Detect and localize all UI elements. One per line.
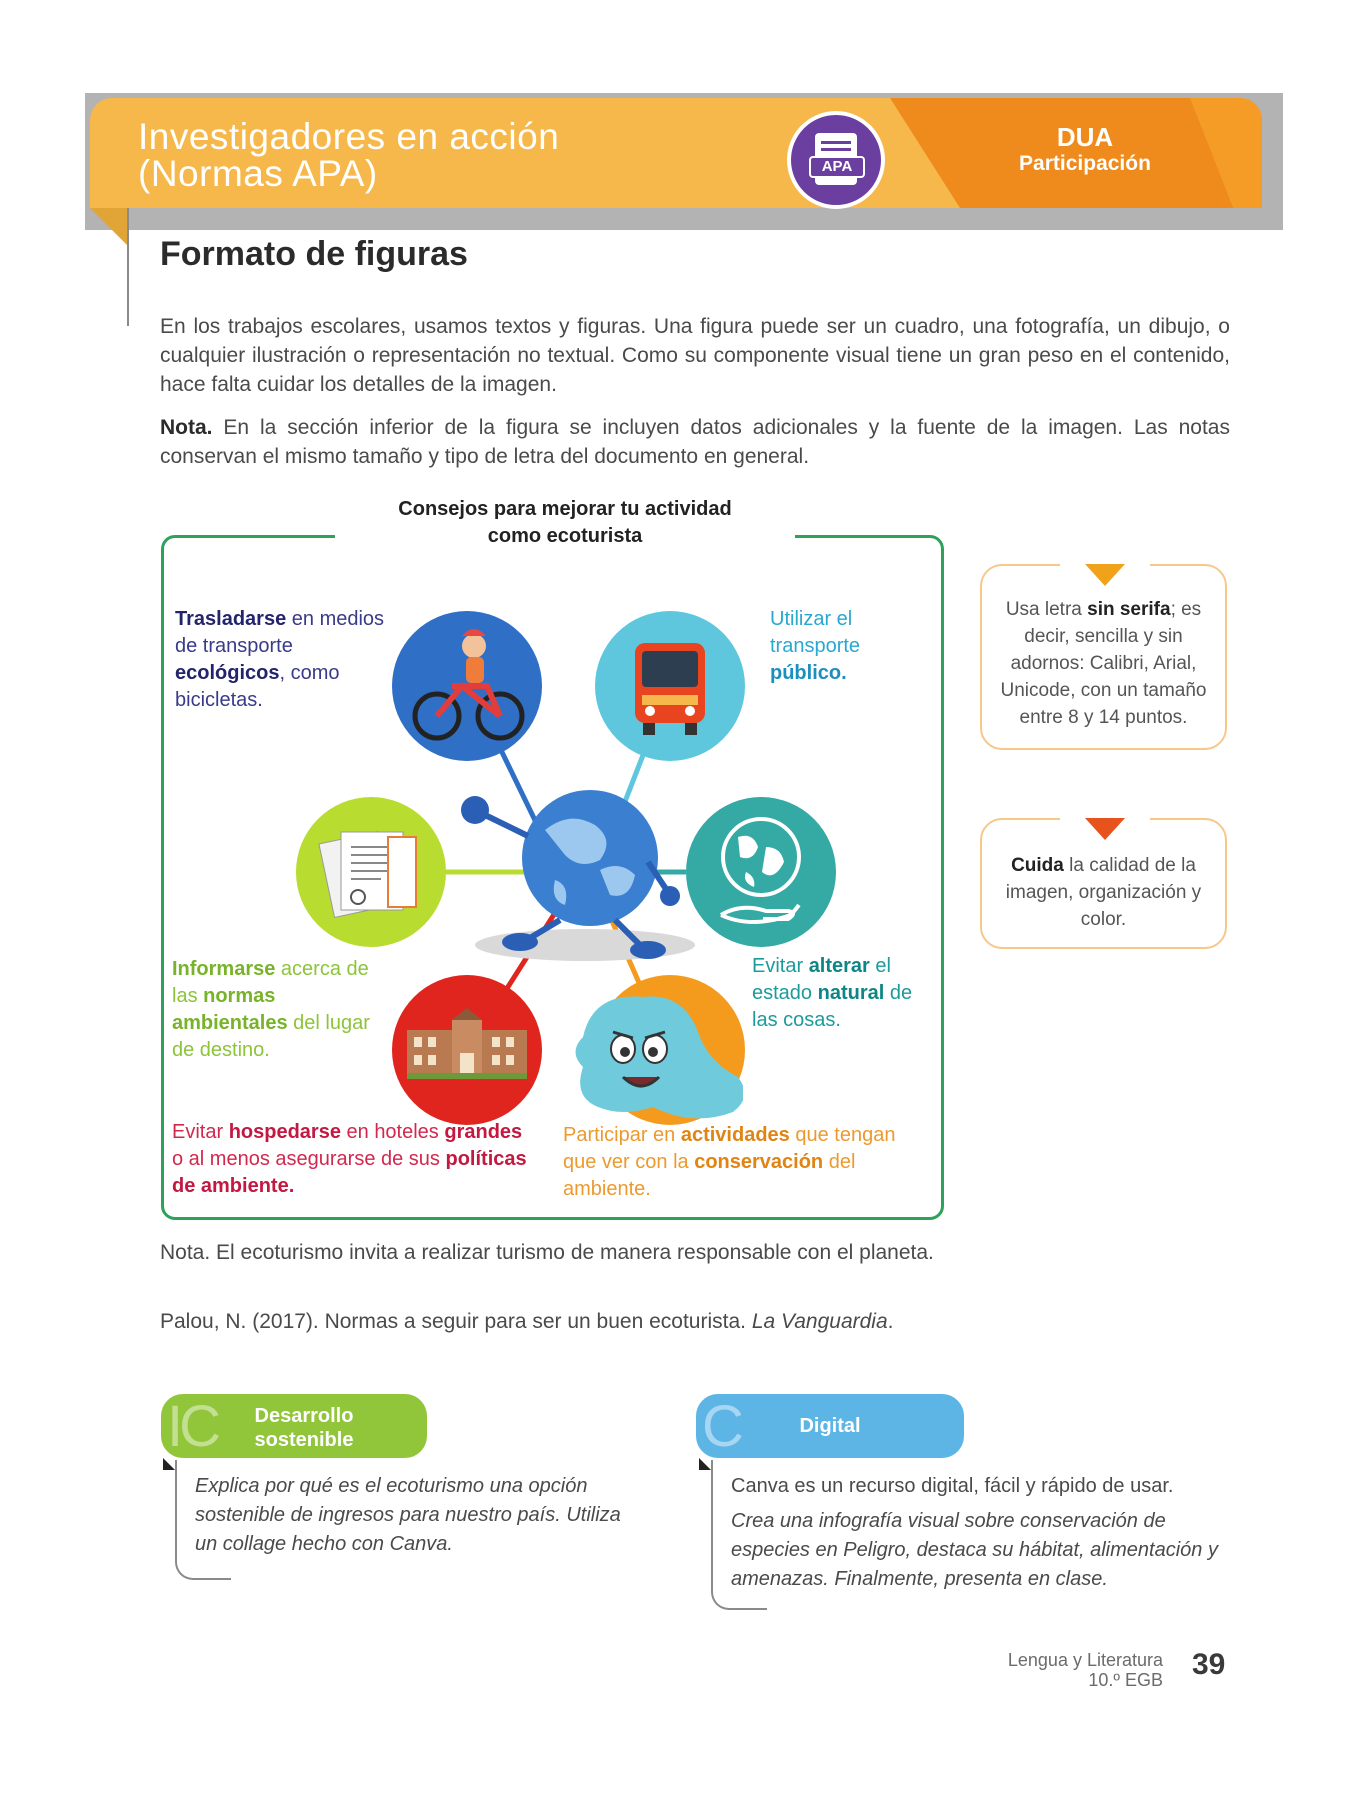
- apa-label: APA: [809, 156, 865, 178]
- section-title: Formato de figuras: [160, 235, 468, 273]
- tip-docs: [172, 956, 392, 1064]
- tip-activity-bold2: conservación: [694, 1151, 824, 1173]
- header-title-line2: (Normas APA): [138, 153, 378, 194]
- note-text: En la sección inferior de la figura se incluyen datos adicionales y la fuente de la imagen. Las notas conservan el mismo tamaño y tipo de letra del documento en general.: [160, 416, 1230, 468]
- digital-task: Crea una infografía visual sobre conservación de especies en Peligro, destaca su hábitat, alimentación y amenazas. Finalmente, presenta en clase.: [731, 1510, 1218, 1590]
- tip-bike-text1: en medios de transporte: [175, 608, 385, 657]
- triangle-down-icon: [1085, 818, 1125, 840]
- source-italic: La Vanguardia: [751, 1310, 888, 1333]
- docs-circle: [296, 797, 446, 947]
- tip-bus-text1: Utilizar el transporte: [770, 608, 861, 657]
- note-label: Nota.: [160, 416, 213, 439]
- sostenible-label-line1: Desarrollo: [254, 1405, 354, 1427]
- dua-title: DUA: [1056, 122, 1114, 152]
- side-note-quality: [980, 818, 1227, 949]
- hotel-icon: [392, 975, 542, 1125]
- bus-circle: [595, 611, 745, 761]
- intro-paragraph: En los trabajos escolares, usamos textos y figuras. Una figura puede ser un cuadro, una fotografía, un dibujo, o cualquier ilustración o representación no textual. Como su componente visual tiene un gran peso en el contenido, hace falta cuidar los detalles de la imagen.: [160, 315, 1230, 396]
- tip-docs-text1: acerca de las: [172, 958, 369, 1007]
- tip-earth-text1: Evitar: [752, 955, 809, 977]
- footer-subject: Lengua y Literatura: [1007, 1650, 1163, 1670]
- earth-circle: [686, 797, 836, 947]
- tip-activity-bold1: actividades: [680, 1124, 790, 1146]
- figure-note: Nota. El ecoturismo invita a realizar turismo de manera responsable con el planeta.: [160, 1241, 934, 1264]
- tip-bike-bold1: Trasladarse: [175, 608, 287, 630]
- tip-hotel-bold1: hospedarse: [228, 1121, 341, 1143]
- tip-bike-bold2: ecológicos: [175, 662, 280, 684]
- sostenible-label: [161, 1404, 427, 1452]
- tip-hotel-text3: o al menos asegurarse de sus: [172, 1148, 446, 1170]
- tip-hotel-bold3: políticas de ambiente.: [172, 1148, 527, 1197]
- digital-label: Digital: [799, 1415, 861, 1437]
- tip-earth-text2: el estado: [752, 955, 891, 1004]
- c-logo-icon: C: [702, 1394, 740, 1459]
- tip-activity-text3: del ambiente.: [563, 1151, 856, 1200]
- side-note-quality-bold: Cuida: [1011, 855, 1064, 876]
- footer-grade: 10.º EGB: [1088, 1670, 1163, 1690]
- figure-source: [160, 1307, 945, 1336]
- hotel-circle: [392, 975, 542, 1125]
- tip-activity-text1: Participar en: [563, 1124, 681, 1146]
- tip-activity: [563, 1122, 923, 1203]
- bike-circle: [392, 611, 542, 761]
- tip-hotel: [172, 1119, 532, 1200]
- mascot-hand-icon: [461, 796, 489, 824]
- infographic-title-line1: Consejos para mejorar tu actividad: [398, 498, 732, 520]
- triangle-down-icon: [1085, 564, 1125, 586]
- digital-pill: [696, 1394, 964, 1458]
- tip-docs-text2: del lugar de destino.: [172, 1012, 370, 1061]
- sostenible-pill: [161, 1394, 427, 1458]
- header-title-line1: Investigadores en acción: [138, 116, 560, 157]
- tip-earth-bold1: alterar: [808, 955, 870, 977]
- tip-hotel-text2: en hoteles: [340, 1121, 445, 1143]
- digital-text: Canva es un recurso digital, fácil y rápido de usar.: [731, 1475, 1174, 1497]
- side-note-font-text1: Usa letra: [1005, 599, 1088, 620]
- tip-earth: [752, 953, 932, 1034]
- side-note-font-bold: sin serifa: [1087, 599, 1171, 620]
- side-note-quality-text: la calidad de la imagen, organización y color.: [1005, 855, 1202, 930]
- dua-subtitle: Participación: [1019, 152, 1151, 175]
- bus-icon: [595, 611, 745, 761]
- tip-bike-text2: , como bicicletas.: [175, 662, 340, 711]
- documents-icon: [296, 797, 446, 947]
- tip-bus: [770, 606, 930, 687]
- tip-hotel-bold2: grandes: [444, 1121, 523, 1143]
- source-prefix: Palou, N. (2017). Normas a seguir para ser un buen ecoturista.: [160, 1310, 752, 1333]
- footer: [1008, 1650, 1163, 1690]
- source-suffix: .: [887, 1310, 894, 1333]
- activity-circle: [595, 975, 745, 1125]
- infographic-title-line2: como ecoturista: [487, 525, 643, 547]
- bicycle-icon: [392, 611, 542, 761]
- ic-logo-icon: IC: [167, 1394, 217, 1459]
- tip-earth-text3: de las cosas.: [752, 982, 913, 1031]
- tip-earth-bold2: natural: [817, 982, 885, 1004]
- tip-bus-bold1: público.: [770, 662, 847, 684]
- side-note-font: [980, 564, 1227, 750]
- sostenible-text: Explica por qué es el ecoturismo una opción sostenible de ingresos para nuestro país. Utiliza un collage hecho con Canva.: [195, 1475, 621, 1555]
- tip-docs-bold1: Informarse: [172, 958, 276, 980]
- page-number: 39: [1192, 1648, 1226, 1681]
- tip-bike: [175, 606, 395, 714]
- earth-hand-icon: [686, 797, 836, 947]
- tip-hotel-text1: Evitar: [172, 1121, 229, 1143]
- side-note-font-text2: ; es decir, sencilla y sin adornos: Calibri, Arial, Unicode, con un tamaño entre 8 y 14 puntos.: [1000, 599, 1207, 728]
- sostenible-label-line2: sostenible: [254, 1429, 354, 1451]
- tip-docs-bold2: normas ambientales: [172, 985, 288, 1034]
- tip-activity-text2: que tengan que ver con la: [563, 1124, 896, 1173]
